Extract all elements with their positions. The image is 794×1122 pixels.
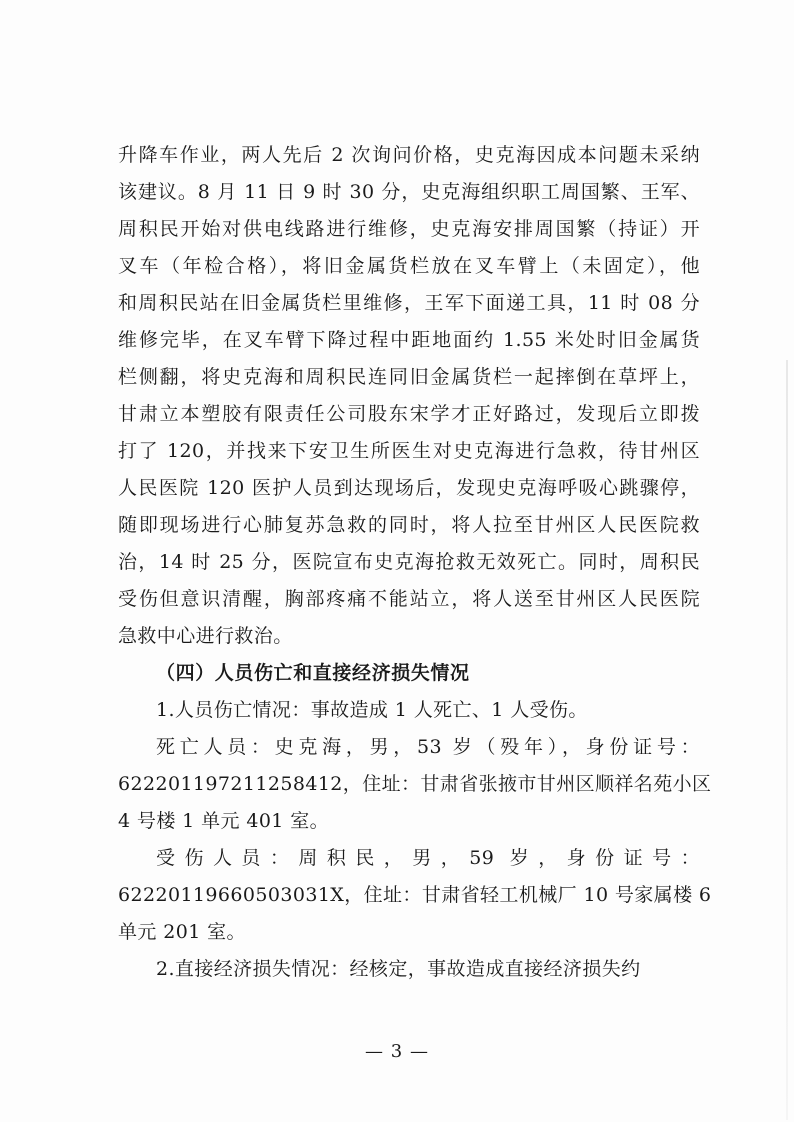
text-line: 受伤但意识清醒，胸部疼痛不能站立，将人送至甘州区人民医院 xyxy=(118,588,700,610)
document-body xyxy=(118,137,712,988)
section-heading: （四）人员伤亡和直接经济损失情况 xyxy=(156,662,470,684)
text-line: 人民医院 120 医护人员到达现场后，发现史克海呼吸心跳骤停， xyxy=(118,477,700,499)
page-number: — 3 — xyxy=(365,1041,429,1062)
text-line: 62220119660503031X，住址：甘肃省轻工机械厂 10 号家属楼 6 xyxy=(118,884,712,906)
economic-loss-paragraph: 2.直接经济损失情况：经核定，事故造成直接经济损失约 xyxy=(156,958,641,980)
text-line: 死亡人员：史克海，男，53 岁（殁年），身份证号： xyxy=(156,736,700,758)
text-line: 打了 120，并找来下安卫生所医生对史克海进行急救，待甘州区 xyxy=(118,440,700,462)
text-line: 受伤人员：周积民，男，59 岁，身份证号： xyxy=(156,847,700,869)
text-line: 4 号楼 1 单元 401 室。 xyxy=(118,810,330,832)
text-line: 治，14 时 25 分，医院宣布史克海抢救无效死亡。同时，周积民 xyxy=(118,551,700,573)
text-line: 和周积民站在旧金属货栏里维修，王军下面递工具，11 时 08 分 xyxy=(118,292,700,314)
text-line: 622201197211258412，住址：甘肃省张掖市甘州区顺祥名苑小区 xyxy=(118,773,712,795)
scan-edge-shadow xyxy=(786,360,788,1120)
text-line: 栏侧翻，将史克海和周积民连同旧金属货栏一起摔倒在草坪上， xyxy=(118,366,700,388)
narrative-paragraph xyxy=(118,137,700,655)
injured-paragraph xyxy=(118,840,712,951)
text-line: 急救中心进行救治。 xyxy=(118,625,293,647)
text-line: 该建议。8 月 11 日 9 时 30 分，史克海组织职工周国繁、王军、 xyxy=(118,181,700,203)
text-line: 叉车（年检合格），将旧金属货栏放在叉车臂上（未固定），他 xyxy=(118,255,700,277)
deceased-paragraph xyxy=(118,729,712,840)
text-line: 甘肃立本塑胶有限责任公司股东宋学才正好路过，发现后立即拨 xyxy=(118,403,700,425)
casualty-summary: 1.人员伤亡情况：事故造成 1 人死亡、1 人受伤。 xyxy=(156,699,588,721)
text-line: 升降车作业，两人先后 2 次询问价格，史克海因成本问题未采纳 xyxy=(118,144,700,166)
text-line: 单元 201 室。 xyxy=(118,921,246,943)
text-line: 随即现场进行心肺复苏急救的同时，将人拉至甘州区人民医院救 xyxy=(118,514,700,536)
text-line: 维修完毕，在叉车臂下降过程中距地面约 1.55 米处时旧金属货 xyxy=(118,329,700,351)
text-line: 周积民开始对供电线路进行维修，史克海安排周国繁（持证）开 xyxy=(118,218,700,240)
